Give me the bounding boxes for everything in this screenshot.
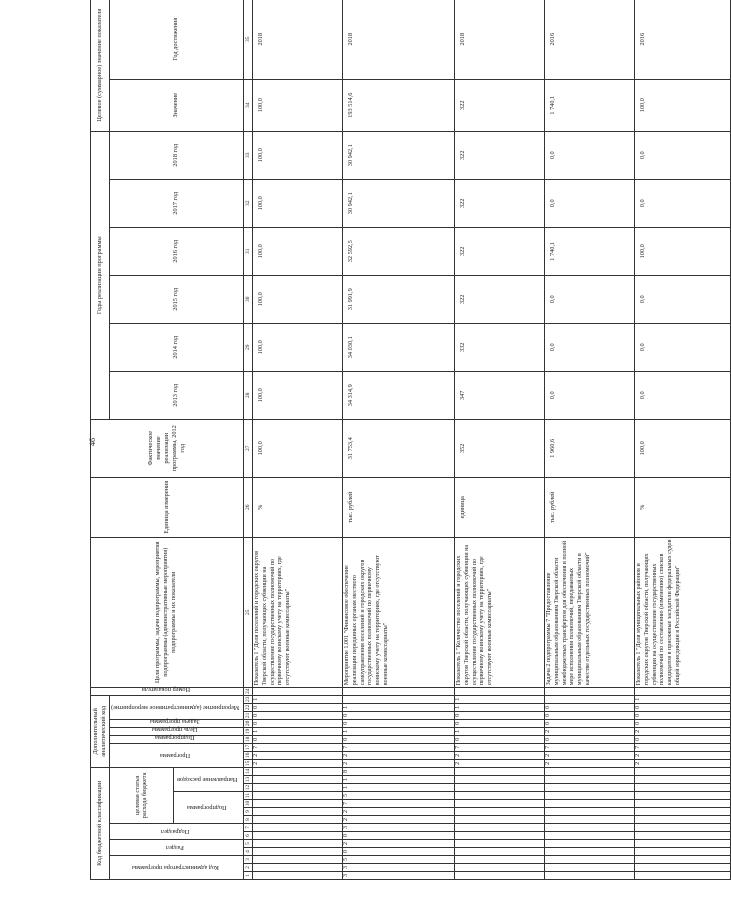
code-digit: [455, 840, 545, 848]
unit-cell: %: [253, 477, 343, 537]
year-2013-cell: 347: [455, 371, 545, 419]
fact-2012-cell: 100,0: [253, 419, 343, 477]
column-index-cell: 17: [244, 744, 251, 751]
unit-cell: тыс. рублей: [343, 477, 455, 537]
code-digit: [635, 824, 731, 832]
fact-2012-cell: 352: [455, 419, 545, 477]
column-index-cell: 3: [244, 856, 253, 864]
header-2018: 2018 год: [109, 131, 243, 179]
code-digit: 0: [253, 719, 343, 727]
code-digit: 1: [343, 703, 455, 711]
year-2013-cell: 0,0: [635, 371, 731, 419]
table-row: [545, 0, 635, 880]
code-digit: 2: [635, 727, 731, 735]
final-year-cell: 2016: [635, 0, 731, 79]
header-2016: 2016 год: [109, 227, 243, 275]
code-digit: [635, 856, 731, 864]
year-2018-cell: 100,0: [253, 131, 343, 179]
code-digit: 0: [455, 711, 545, 719]
code-digit: [253, 784, 343, 792]
code-digit: [545, 856, 635, 864]
column-index-cell: 19: [244, 728, 251, 735]
code-digit: [455, 824, 545, 832]
year-2017-cell: 0,0: [635, 179, 731, 227]
code-digit: 0: [253, 711, 343, 719]
table-row: [253, 0, 343, 880]
code-digit: [253, 800, 343, 808]
final-value-cell: 100,0: [253, 79, 343, 131]
header-event-admin: Мероприятие (административное мероприятие): [109, 695, 243, 719]
code-digit: 7: [343, 800, 455, 808]
unit-cell: единица: [455, 477, 545, 537]
code-digit: 2: [635, 759, 731, 767]
code-digit: 0: [545, 711, 635, 719]
code-digit: [253, 816, 343, 824]
fact-2012-cell: 31 753,4: [343, 419, 455, 477]
final-year-cell: 2018: [253, 0, 343, 79]
column-index-cell: 4: [244, 848, 253, 856]
code-digit: [455, 776, 545, 784]
year-2017-cell: 322: [455, 179, 545, 227]
column-index-cell: 35: [244, 0, 253, 79]
unit-cell: %: [635, 477, 731, 537]
code-digit: [635, 800, 731, 808]
code-digit: [635, 776, 731, 784]
year-2018-cell: 30 942,1: [343, 131, 455, 179]
code-digit: [253, 792, 343, 800]
column-index-cell: 11: [244, 792, 251, 799]
table-row: [455, 0, 545, 880]
year-2013-cell: 0,0: [545, 371, 635, 419]
year-2013-cell: 100,0: [253, 371, 343, 419]
header-target-article: целевая статья расхода бюджета: [109, 767, 173, 823]
code-digit: 7: [545, 743, 635, 751]
code-digit: [455, 872, 545, 880]
column-index-cell: 30: [244, 275, 253, 323]
code-digit: 2: [343, 816, 455, 824]
code-digit: 1: [343, 784, 455, 792]
column-index-cell: 1: [244, 872, 253, 880]
code-digit: [635, 848, 731, 856]
header-final: Целевое (суммарное) значение показателя: [91, 0, 110, 131]
code-digit: 3: [343, 824, 455, 832]
code-digit: [635, 792, 731, 800]
column-index-cell: 22: [244, 704, 251, 711]
header-subprogram-code: Подпрограмма: [174, 792, 244, 824]
column-index-cell: 8: [244, 816, 253, 824]
event-number-cell: [253, 687, 343, 695]
year-2016-cell: 32 592,5: [343, 227, 455, 275]
header-2015: 2015 год: [109, 275, 243, 323]
column-index-cell: 31: [244, 227, 253, 275]
code-digit: 1: [253, 695, 343, 703]
year-2018-cell: 0,0: [635, 131, 731, 179]
code-digit: 7: [635, 743, 731, 751]
header-event-number: Номер показателя: [91, 687, 244, 695]
code-digit: 2: [343, 751, 455, 759]
column-index-cell: 20: [244, 720, 251, 727]
code-digit: [545, 784, 635, 792]
header-budget-classification: Код бюджетной классификации: [91, 767, 110, 879]
column-index-cell: 21: [244, 712, 251, 719]
column-index-cell: 34: [244, 79, 253, 131]
code-digit: 0: [635, 703, 731, 711]
code-digit: [455, 792, 545, 800]
code-digit: [455, 848, 545, 856]
column-index-cell: 10: [244, 800, 251, 807]
code-digit: 3: [343, 872, 455, 880]
code-digit: 7: [253, 743, 343, 751]
code-digit: [545, 767, 635, 775]
code-digit: [635, 784, 731, 792]
code-digit: [343, 695, 455, 703]
code-digit: 8: [343, 767, 455, 775]
code-digit: 1: [343, 727, 455, 735]
column-index-cell: 5: [244, 840, 253, 848]
code-digit: [253, 824, 343, 832]
code-digit: [545, 808, 635, 816]
goal-description: Показатель 1 "Доля муниципальных районов и городских округов Тверской области, получающих субвенции на осуществление государственных полномочий по составлению (изменению) списков кандидатов в присяжные заседатели федеральных судов общей юрисдикции в Российской Федерации": [635, 537, 731, 687]
code-digit: [455, 864, 545, 872]
column-index-cell: 33: [244, 131, 253, 179]
code-digit: [455, 816, 545, 824]
code-digit: 2: [545, 751, 635, 759]
header-program-task: Задача программы: [109, 719, 243, 727]
code-digit: 1: [635, 695, 731, 703]
column-index-cell: 18: [244, 736, 251, 743]
code-digit: 0: [343, 832, 455, 840]
final-year-cell: 2016: [545, 0, 635, 79]
code-digit: 1: [455, 727, 545, 735]
code-digit: [253, 832, 343, 840]
code-digit: 0: [253, 703, 343, 711]
code-digit: 0: [343, 711, 455, 719]
column-index-cell: 24: [244, 688, 251, 695]
year-2016-cell: 322: [455, 227, 545, 275]
final-value-cell: 322: [455, 79, 545, 131]
code-digit: [455, 832, 545, 840]
code-digit: 2: [455, 751, 545, 759]
code-digit: 0: [635, 735, 731, 743]
code-digit: 0: [455, 735, 545, 743]
code-digit: 1: [455, 703, 545, 711]
final-year-cell: 2018: [455, 0, 545, 79]
code-digit: [635, 816, 731, 824]
code-digit: [545, 864, 635, 872]
code-digit: 0: [635, 719, 731, 727]
header-subsection: Подраздел: [109, 824, 243, 840]
code-digit: [635, 767, 731, 775]
goal-description: Показатель 1 "Доля поселений и городских округов Тверской области, получающих субвенции на осуществление государственных полномочий по первичному воинскому учету на территориях, где отсутствуют военные комиссариаты": [253, 537, 343, 687]
code-digit: 5: [343, 792, 455, 800]
event-number-cell: [635, 687, 731, 695]
event-number-cell: [545, 687, 635, 695]
event-number-cell: [455, 687, 545, 695]
year-2015-cell: 0,0: [635, 275, 731, 323]
year-2014-cell: 0,0: [545, 323, 635, 371]
code-digit: 0: [545, 703, 635, 711]
code-digit: [253, 808, 343, 816]
code-digit: [545, 776, 635, 784]
goal-description: Задача 2 подпрограммы 7 "Предоставление муниципальным образованиям Тверской области межбюджетных трансфертов для обеспечения в полной мере исполнения полномочий, передаваемых муниципальным образованиям Тверской области в качестве отдельных государственных полномочий": [545, 537, 635, 687]
code-digit: [635, 864, 731, 872]
fact-2012-cell: 100,0: [635, 419, 731, 477]
column-index-cell: 15: [244, 760, 251, 767]
code-digit: [253, 872, 343, 880]
code-digit: 2: [635, 751, 731, 759]
code-digit: 2: [545, 727, 635, 735]
final-value-cell: 1 740,1: [545, 79, 635, 131]
header-section: Раздел: [109, 840, 243, 856]
column-index-cell: 13: [244, 776, 251, 783]
code-digit: [545, 832, 635, 840]
code-digit: 0: [545, 719, 635, 727]
final-year-cell: 2018: [343, 0, 455, 79]
code-digit: 1: [253, 727, 343, 735]
goal-description: Мероприятие 1.001 "Финансовое обеспечение реализации переданных органам местного самоуправления поселений и городских округов государственных полномочий по первичному воинскому учету на территориях, где отсутствуют военные комиссариаты": [343, 537, 455, 687]
column-index-cell: 25: [244, 537, 253, 687]
code-digit: 2: [343, 808, 455, 816]
code-digit: 7: [455, 743, 545, 751]
year-2018-cell: 322: [455, 131, 545, 179]
code-digit: 7: [343, 743, 455, 751]
code-digit: [545, 792, 635, 800]
program-table: [90, 0, 731, 880]
index-row: [244, 0, 253, 880]
header-program-goal: Цель программы: [109, 727, 243, 735]
code-digit: [545, 800, 635, 808]
header-goals: Цели программы, задачи подпрограммы, мероприятия подпрограммы (административные мероприятия) подпрограммы и их показатели: [91, 537, 244, 687]
column-index-cell: 28: [244, 371, 253, 419]
code-digit: 1: [455, 695, 545, 703]
code-digit: 2: [343, 759, 455, 767]
code-digit: 0: [545, 735, 635, 743]
code-digit: 0: [635, 711, 731, 719]
code-digit: [545, 848, 635, 856]
code-digit: 2: [253, 751, 343, 759]
column-index-cell: 12: [244, 784, 251, 791]
code-digit: [455, 767, 545, 775]
code-digit: [253, 840, 343, 848]
final-value-cell: 100,0: [635, 79, 731, 131]
code-digit: [635, 872, 731, 880]
code-digit: [635, 808, 731, 816]
year-2016-cell: 1 740,1: [545, 227, 635, 275]
code-digit: 2: [545, 759, 635, 767]
year-2017-cell: 100,0: [253, 179, 343, 227]
code-digit: 5: [343, 856, 455, 864]
final-value-cell: 193 514,6: [343, 79, 455, 131]
column-index-cell: 16: [244, 752, 251, 759]
event-number-cell: [343, 687, 455, 695]
year-2015-cell: 31 991,9: [343, 275, 455, 323]
year-2017-cell: 30 942,1: [343, 179, 455, 227]
year-2015-cell: 0,0: [545, 275, 635, 323]
header-expense-kind: Направление расходов: [174, 767, 244, 791]
code-digit: [545, 824, 635, 832]
header-subprogram: Подпрограмма: [109, 735, 243, 743]
header-admin-code: Код администратора программы: [109, 856, 243, 880]
column-index-cell: 6: [244, 832, 253, 840]
year-2014-cell: 332: [455, 323, 545, 371]
code-digit: [455, 856, 545, 864]
code-digit: 0: [253, 735, 343, 743]
code-digit: [455, 800, 545, 808]
column-index-cell: 14: [244, 768, 251, 775]
header-program: Программа: [109, 743, 243, 767]
header-program-class: Дополнительный аналитический код: [91, 695, 110, 767]
goal-description: Показатель 1 "Количество поселений и городских округов Тверской области, получающих субвенции на осуществление государственных полномочий по первичному воинскому учету на территориях, где отсутствуют военные комиссариаты": [455, 537, 545, 687]
code-digit: 0: [343, 848, 455, 856]
page-number: 46: [88, 438, 97, 446]
code-digit: 1: [343, 776, 455, 784]
column-index-cell: 29: [244, 323, 253, 371]
column-index-cell: 26: [244, 477, 253, 537]
rotated-sheet: [90, 0, 681, 880]
header-fact-2012: Фактическое значение реализации программы, 2012 год: [91, 419, 244, 477]
header-value: Значение: [109, 79, 243, 131]
code-digit: 2: [455, 759, 545, 767]
year-2014-cell: 34 030,1: [343, 323, 455, 371]
code-digit: [253, 767, 343, 775]
year-2016-cell: 100,0: [635, 227, 731, 275]
year-2014-cell: 100,0: [253, 323, 343, 371]
header-2013: 2013 год: [109, 371, 243, 419]
year-2015-cell: 322: [455, 275, 545, 323]
column-index-cell: 9: [244, 808, 253, 816]
column-index-cell: 27: [244, 419, 253, 477]
code-digit: 0: [455, 719, 545, 727]
code-digit: 0: [343, 735, 455, 743]
header-row-1: [91, 0, 110, 880]
column-index-cell: 32: [244, 179, 253, 227]
year-2016-cell: 100,0: [253, 227, 343, 275]
header-year-achieved: Год достижения: [109, 0, 243, 79]
code-digit: [253, 864, 343, 872]
code-digit: [635, 840, 731, 848]
column-index-cell: 2: [244, 864, 253, 872]
year-2013-cell: 34 314,9: [343, 371, 455, 419]
code-digit: [545, 695, 635, 703]
year-2014-cell: 0,0: [635, 323, 731, 371]
code-digit: 2: [253, 759, 343, 767]
code-digit: [253, 848, 343, 856]
year-2015-cell: 100,0: [253, 275, 343, 323]
year-2017-cell: 0,0: [545, 179, 635, 227]
code-digit: [455, 784, 545, 792]
header-years: Годы реализации программы: [91, 131, 110, 419]
code-digit: 3: [343, 864, 455, 872]
code-digit: 0: [343, 719, 455, 727]
code-digit: [635, 832, 731, 840]
header-2017: 2017 год: [109, 179, 243, 227]
code-digit: [253, 856, 343, 864]
code-digit: 2: [343, 840, 455, 848]
code-digit: [545, 840, 635, 848]
table-row: [343, 0, 455, 880]
code-digit: [455, 808, 545, 816]
table-row: [635, 0, 731, 880]
code-digit: [545, 872, 635, 880]
year-2018-cell: 0,0: [545, 131, 635, 179]
code-digit: [253, 776, 343, 784]
header-2014: 2014 год: [109, 323, 243, 371]
column-index-cell: 7: [244, 824, 253, 832]
unit-cell: тыс. рублей: [545, 477, 635, 537]
fact-2012-cell: 1 960,6: [545, 419, 635, 477]
code-digit: [545, 816, 635, 824]
header-unit: Единица измерения: [91, 477, 244, 537]
column-index-cell: 23: [244, 696, 251, 703]
